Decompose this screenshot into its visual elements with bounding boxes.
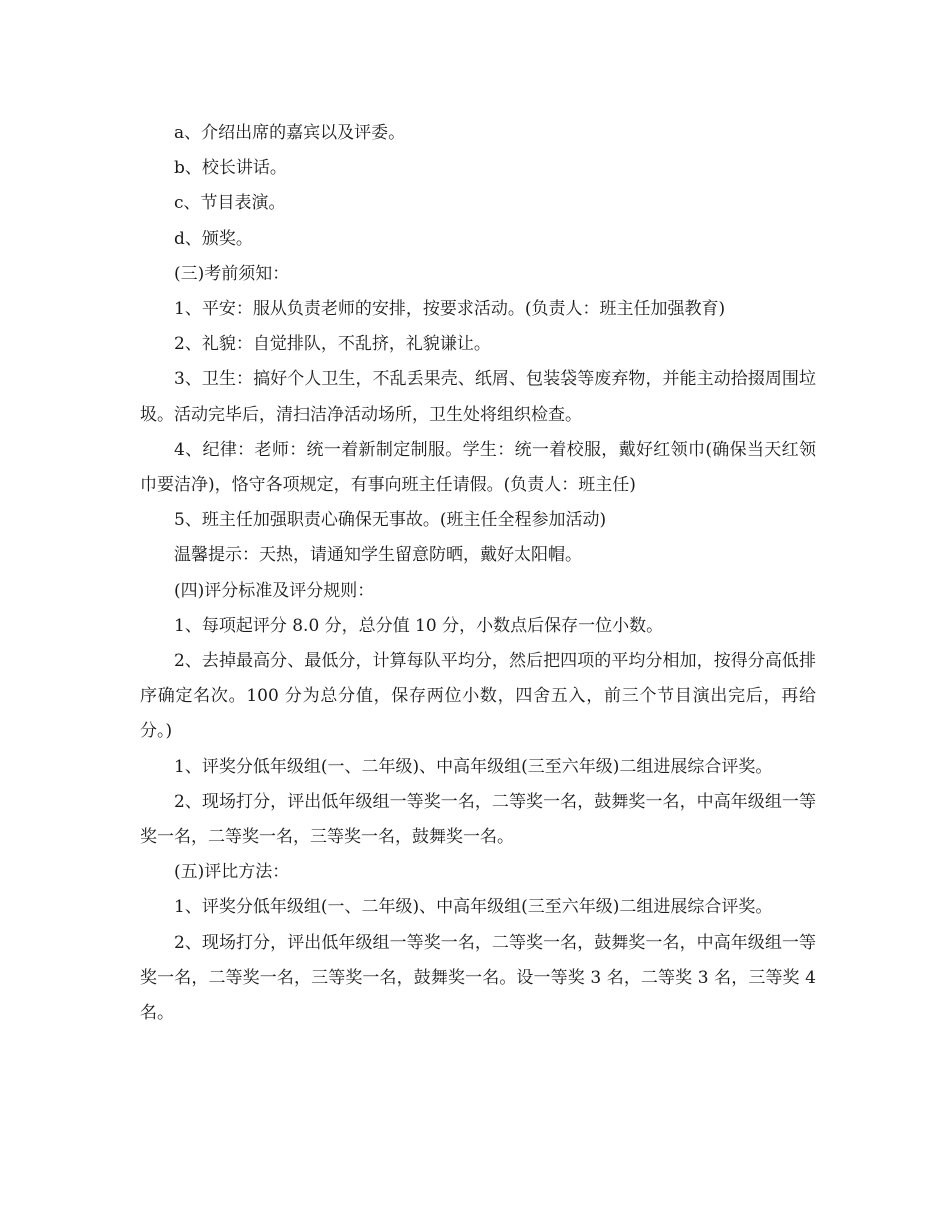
rule-safety-paragraph: 1、平安：服从负责老师的安排，按要求活动。(负责人：班主任加强教育) bbox=[174, 299, 726, 320]
award-scoring-paragraph: 2、现场打分，评出低年级组一等奖一名，二等奖一名，鼓舞奖一名，中高年级组一等奖一名，二等奖一名，三等奖一名，鼓舞奖一名。 bbox=[140, 791, 816, 848]
rule-discipline-paragraph: 4、纪律：老师：统一着新制定制服。学生：统一着校服，戴好红领巾(确保当天红领巾要洁净)，恪守各项规定，有事向班主任请假。(负责人：班主任) bbox=[140, 439, 816, 496]
rule-responsibility-paragraph: 5、班主任加强职责心确保无事故。(班主任全程参加活动) bbox=[174, 510, 607, 531]
rule-hygiene-paragraph: 3、卫生：搞好个人卫生，不乱丢果壳、纸屑、包装袋等废弃物，并能主动拾掇周围垃圾。活动完毕后，清扫洁净活动场所，卫生处将组织检查。 bbox=[140, 369, 816, 425]
scoring-rule-1-paragraph: 1、每项起评分 8.0 分，总分值 10 分，小数点后保存一位小数。 bbox=[174, 615, 664, 636]
method-groups-paragraph: 1、评奖分低年级组(一、二年级)、中高年级组(三至六年级)二组进展综合评奖。 bbox=[174, 897, 773, 918]
item-b-paragraph: b、校长讲话。 bbox=[174, 158, 287, 179]
item-a-paragraph: a、介绍出席的嘉宾以及评委。 bbox=[174, 123, 406, 143]
warm-reminder-paragraph: 温馨提示：天热，请通知学生留意防晒，戴好太阳帽。 bbox=[174, 545, 582, 566]
item-d-paragraph: d、颁奖。 bbox=[174, 228, 253, 249]
item-c-paragraph: c、节目表演。 bbox=[174, 193, 286, 214]
rule-courtesy-paragraph: 2、礼貌：自觉排队，不乱挤，礼貌谦让。 bbox=[174, 334, 491, 355]
document-body bbox=[140, 116, 816, 1031]
method-scoring-paragraph: 2、现场打分，评出低年级组一等奖一名，二等奖一名，鼓舞奖一名，中高年级组一等奖一名，二等奖一名，三等奖一名，鼓舞奖一名。设一等奖 3 名，二等奖 3 名，三等奖 4 名。 bbox=[140, 932, 816, 1024]
award-groups-paragraph: 1、评奖分低年级组(一、二年级)、中高年级组(三至六年级)二组进展综合评奖。 bbox=[174, 756, 773, 777]
section-3-heading: (三)考前须知： bbox=[174, 263, 290, 284]
section-5-heading: (五)评比方法： bbox=[174, 862, 290, 883]
section-4-heading: (四)评分标准及评分规则： bbox=[174, 580, 375, 601]
scoring-rule-2-paragraph: 2、去掉最高分、最低分，计算每队平均分，然后把四项的平均分相加，按得分高低排序确定名次。100 分为总分值，保存两位小数，四舍五入，前三个节目演出完后，再给分。) bbox=[140, 651, 816, 742]
